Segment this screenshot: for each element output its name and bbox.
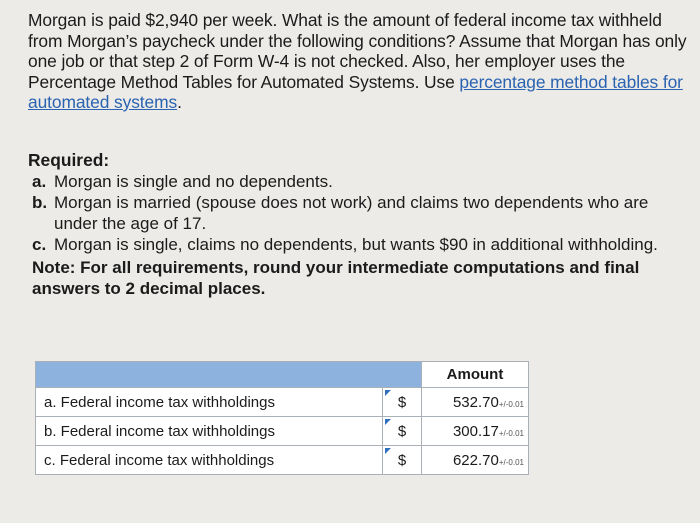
header-blank-cell [36, 362, 422, 388]
question-text [28, 10, 688, 113]
requirement-letter: c. [32, 235, 47, 254]
row-label-b: b. Federal income tax withholdings [36, 417, 383, 446]
requirement-text: Morgan is single and no dependents. [54, 172, 333, 191]
table-row [36, 417, 529, 446]
question-end: . [177, 92, 182, 112]
table-header-row [36, 362, 529, 388]
percentage-method-tables-link[interactable]: percentage method tables for automated systems [28, 71, 683, 112]
table-row [36, 446, 529, 475]
rounding-note: Note: For all requirements, round your intermediate computations and final answers to 2 decimal places. [32, 258, 640, 298]
answer-value: 532.70 [452, 393, 499, 411]
currency-symbol: $ [383, 388, 422, 417]
answer-value: 300.17 [452, 422, 499, 440]
amount-header: Amount [422, 362, 529, 388]
answer-value: 622.70 [452, 451, 499, 469]
tolerance-label: +/-0.01 [498, 428, 524, 438]
requirement-text: Morgan is married (spouse does not work) and claims two dependents who are under the age of 17. [54, 193, 649, 233]
requirement-c [28, 234, 688, 255]
answer-input-c[interactable] [422, 446, 529, 475]
currency-symbol: $ [383, 417, 422, 446]
requirement-letter: a. [32, 172, 47, 191]
requirement-letter: b. [32, 193, 48, 212]
answer-input-b[interactable] [422, 417, 529, 446]
row-label-c: c. Federal income tax withholdings [36, 446, 383, 475]
row-label-a: a. Federal income tax withholdings [36, 388, 383, 417]
requirement-a [28, 171, 688, 192]
question-paragraph [28, 10, 688, 113]
currency-symbol: $ [383, 446, 422, 475]
required-section [28, 150, 688, 299]
requirement-text: Morgan is single, claims no dependents, but wants $90 in additional withholding. [54, 235, 658, 254]
requirement-b [28, 192, 688, 234]
question-body: Morgan is paid $2,940 per week. What is the amount of federal income tax withheld from Morgan’s paycheck under the following conditions? Assume that Morgan has only one job or that step 2 of Form W-4 is not checked. Also, her employer uses the Percentage Method Tables for Automated Systems. Use [28, 10, 687, 92]
tolerance-label: +/-0.01 [498, 399, 524, 409]
answer-table [35, 361, 529, 475]
table-row [36, 388, 529, 417]
answer-input-a[interactable] [422, 388, 529, 417]
required-title: Required: [28, 150, 110, 170]
tolerance-label: +/-0.01 [498, 457, 524, 467]
